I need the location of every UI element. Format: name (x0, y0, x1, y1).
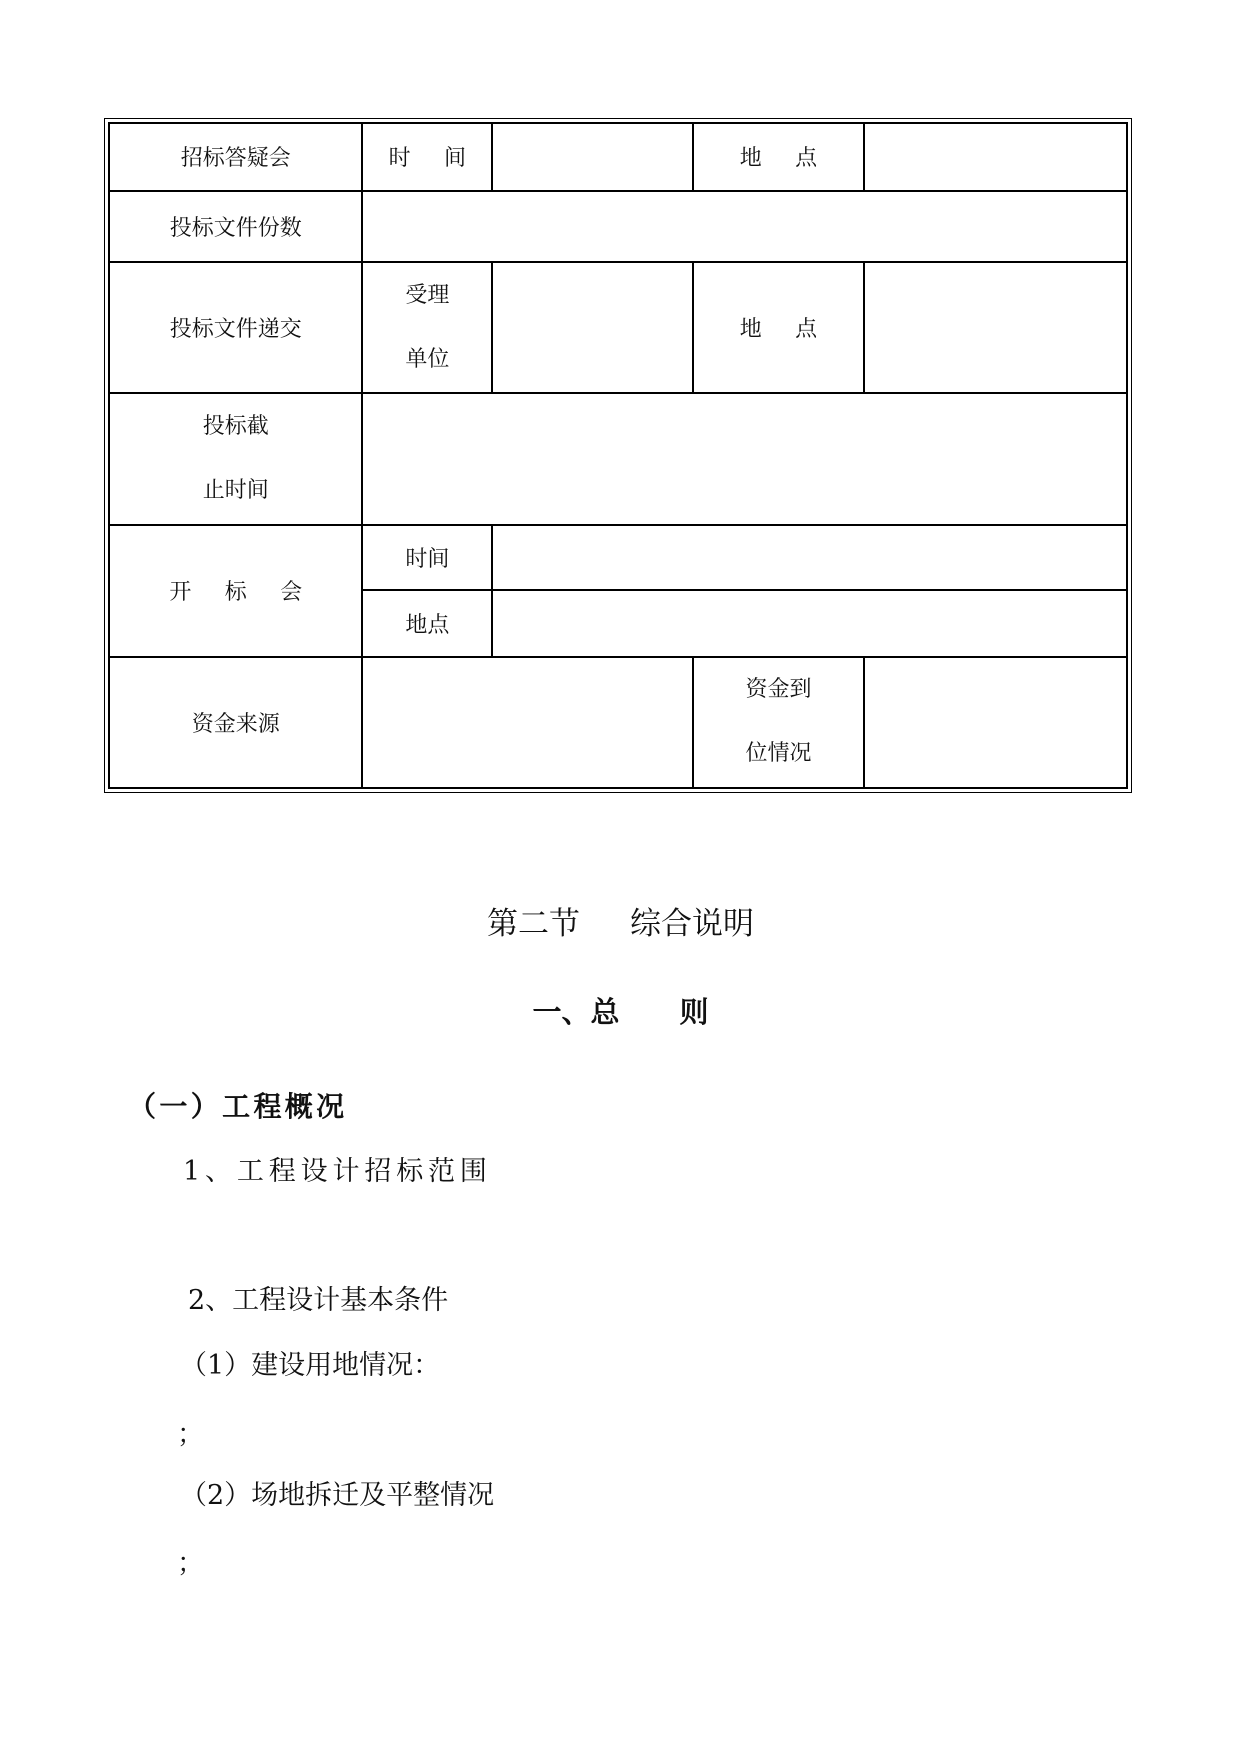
funds-status-label-line1: 资金到 (745, 677, 812, 703)
deadline-label-line2: 止时间 (202, 478, 269, 503)
section-title-number: 第二节 (487, 906, 580, 942)
submission-place-label: 地 点 (693, 262, 865, 393)
semicolon-line-1: ； (177, 1419, 204, 1450)
copies-value[interactable] (362, 191, 1127, 263)
submission-label: 投标文件递交 (109, 262, 362, 393)
answer-meeting-time-label: 时 间 (362, 123, 492, 191)
submission-place-value[interactable] (864, 262, 1127, 393)
funds-status-value[interactable] (864, 657, 1127, 788)
submission-unit-label-line1: 受理 (405, 282, 450, 308)
section-title (0, 898, 1241, 943)
section-heading (0, 990, 1241, 1031)
opening-place-value[interactable] (492, 590, 1127, 657)
table-row (109, 657, 1127, 788)
tender-info-table (108, 122, 1128, 789)
section-heading-part2: 则 (679, 995, 709, 1029)
answer-meeting-place-value[interactable] (864, 123, 1127, 191)
deadline-value[interactable] (362, 393, 1127, 524)
table-row (109, 262, 1127, 393)
paragraph-item-3: （1）建设用地情况： (180, 1350, 441, 1381)
opening-time-value[interactable] (492, 525, 1127, 591)
copies-label: 投标文件份数 (109, 191, 362, 263)
deadline-label-line1: 投标截 (202, 414, 269, 439)
subheading: （一）工程概况 (128, 1090, 348, 1123)
paragraph-item-2: 2、工程设计基本条件 (188, 1285, 449, 1316)
table-row (109, 191, 1127, 263)
paragraph-item-4: （2）场地拆迁及平整情况 (180, 1480, 495, 1511)
funds-label: 资金来源 (109, 657, 362, 788)
answer-meeting-label: 招标答疑会 (109, 123, 362, 191)
funds-value[interactable] (362, 657, 692, 788)
table-row (109, 123, 1127, 191)
funds-status-label (693, 657, 865, 788)
answer-meeting-place-label: 地 点 (693, 123, 865, 191)
semicolon-line-2: ； (177, 1548, 204, 1579)
table-row (109, 525, 1127, 591)
section-title-text: 综合说明 (630, 906, 754, 942)
submission-unit-label-line2: 单位 (405, 346, 450, 372)
paragraph-item-1: 1、工程设计招标范围 (183, 1156, 492, 1187)
funds-status-label-line2: 位情况 (745, 741, 812, 767)
answer-meeting-time-value[interactable] (492, 123, 692, 191)
deadline-label (109, 393, 362, 524)
opening-time-label: 时间 (362, 525, 492, 591)
submission-unit-label (362, 262, 492, 393)
opening-label: 开 标 会 (109, 525, 362, 657)
opening-place-label: 地点 (362, 590, 492, 657)
section-heading-part1: 一、总 (532, 995, 620, 1029)
submission-unit-value[interactable] (492, 262, 692, 393)
table-row (109, 393, 1127, 524)
